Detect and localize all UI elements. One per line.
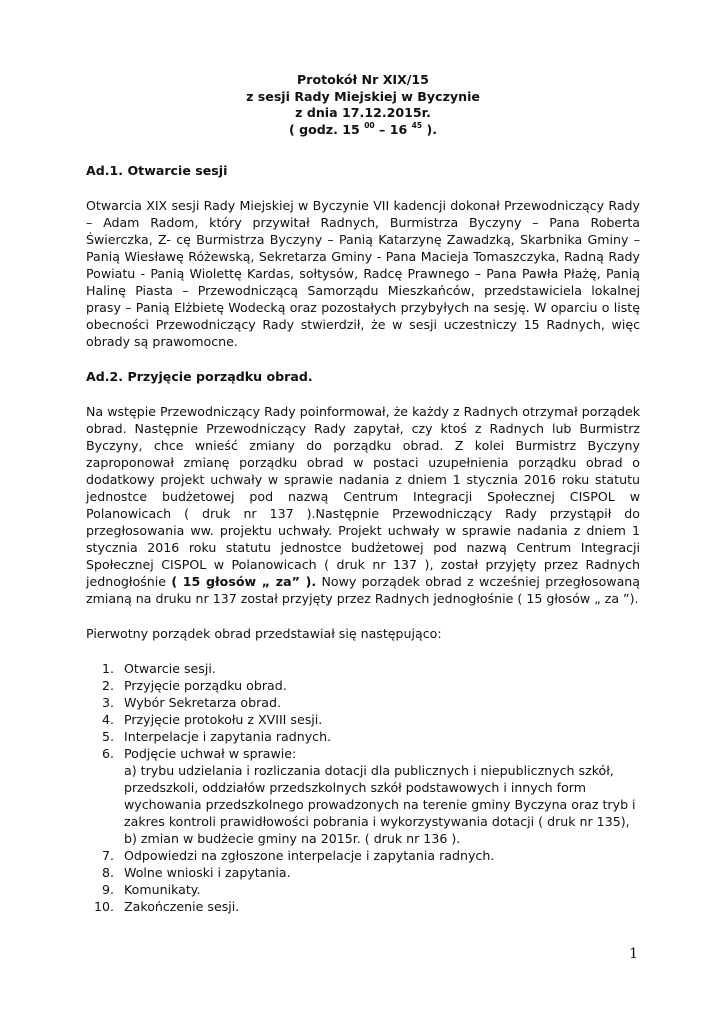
- session-time: [86, 122, 640, 139]
- section-text-opening: Otwarcia XIX sesji Rady Miejskiej w Byczynie VII kadencji dokonał Przewodniczący Rady – Adam Radom, który przywitał Radnych, Burmistrza Byczyny – Pana Roberta Świerczka, Z- cę Burmistrza Byczyny – Panią Katarzynę Zawadzką, Skarbnika Gminy – Panią Wiesławę Różewską, Sekretarza Gminy - Pana Macieja Tomaszczyka, Radną Rady Powiatu - Panią Wiolettę Kardas, sołtysów, Radcę Prawnego – Pana Pawła Płażę, Panią Halinę Piasta – Przewodniczącą Samorządu Mieszkańców, przedstawiciela lokalnej prasy – Panią Elżbietę Wodecką oraz pozostałych przybyłych na sesję. W oparciu o listę obecności Przewodniczący Rady stwierdził, że w sesji uczestniczy 15 Radnych, więc obrady są prawomocne.: [86, 198, 640, 349]
- document-header: [86, 72, 640, 138]
- agenda-item: 9. Komunikaty.: [118, 881, 640, 898]
- agenda-list: [86, 660, 640, 915]
- time-suffix: ).: [422, 121, 438, 137]
- section-heading-agenda: Ad.2. Przyjęcie porządku obrad.: [86, 369, 313, 384]
- agenda-item-label: Podjęcie uchwał w sprawie:: [124, 746, 297, 761]
- agenda-item: 10. Zakończenie sesji.: [118, 898, 640, 915]
- agenda-text-before: Na wstępie Przewodniczący Rady poinformował, że każdy z Radnych otrzymał porządek obrad. Następnie Przewodniczący Rady zapytał, czy ktoś z Radnych lub Burmistrz Byczyny, chce wnieść zmiany do porządku obrad. Z kolei Burmistrz Byczyny zaproponował zmianę porządku obrad w postaci uzupełnienia porządku obrad o dodatkowy projekt uchwały w sprawie nadania z dniem 1 stycznia 2016 roku statutu jednostce budżetowej pod nazwą Centrum Integracji Społecznej CISPOL w Polanowicach ( druk nr 137 ).Następnie Przewodniczący Rady przystąpił do przegłosowania ww. projektu uchwały. Projekt uchwały w sprawie nadania z dniem 1 stycznia 2016 roku statutu jednostce budżetowej pod nazwą Centrum Integracji Społecznej CISPOL w Polanowicach ( druk nr 137 ), został przyjęty przez Radnych jednogłośnie: [86, 404, 640, 589]
- time-start-minutes: 00: [364, 120, 375, 130]
- protocol-title: Protokół Nr XIX/15: [297, 72, 429, 87]
- time-end-minutes: 45: [411, 120, 423, 130]
- page-number: 1: [629, 946, 638, 962]
- agenda-subitem-b: b) zmian w budżecie gminy na 2015r. ( druk nr 136 ).: [124, 831, 461, 846]
- agenda-text-after: Nowy porządek obrad z wcześniej przegłosowaną zmianą na druku nr 137 został przyjęty przez Radnych jednogłośnie ( 15 głosów „ za ”).: [86, 574, 640, 606]
- time-prefix: ( godz. 15: [288, 121, 360, 137]
- agenda-subitem-a: a) trybu udzielania i rozliczania dotacji dla publicznych i niepublicznych szkół, przedszkoli, oddziałów przedszkolnych szkół podstawowych i innych form wychowania przedszkolnego prowadzonych na terenie gminy Byczyna oraz tryb i zakres kontroli prawidłowości pobrania i wykorzystywania dotacji ( druk nr 135),: [124, 763, 636, 829]
- agenda-intro: Pierwotny porządek obrad przedstawiał się następująco:: [86, 626, 442, 641]
- section-text-agenda: [86, 403, 640, 607]
- section-heading-opening: Ad.1. Otwarcie sesji: [86, 163, 228, 178]
- agenda-item: 7. Odpowiedzi na zgłoszone interpelacje i zapytania radnych.: [118, 847, 640, 864]
- time-dash: – 16: [374, 121, 408, 137]
- agenda-item: 2. Przyjęcie porządku obrad.: [118, 677, 640, 694]
- session-date: z dnia 17.12.2015r.: [295, 105, 431, 120]
- agenda-item: 1. Otwarcie sesji.: [118, 660, 640, 677]
- agenda-item: 8. Wolne wnioski i zapytania.: [118, 864, 640, 881]
- agenda-item-resolutions: [118, 745, 640, 847]
- agenda-item: 5. Interpelacje i zapytania radnych.: [118, 728, 640, 745]
- vote-result-bold: ( 15 głosów „ za” ).: [171, 574, 317, 589]
- session-title: z sesji Rady Miejskiej w Byczynie: [246, 88, 480, 104]
- document-page: [86, 72, 640, 915]
- agenda-item: 3. Wybór Sekretarza obrad.: [118, 694, 640, 711]
- agenda-item: 4. Przyjęcie protokołu z XVIII sesji.: [118, 711, 640, 728]
